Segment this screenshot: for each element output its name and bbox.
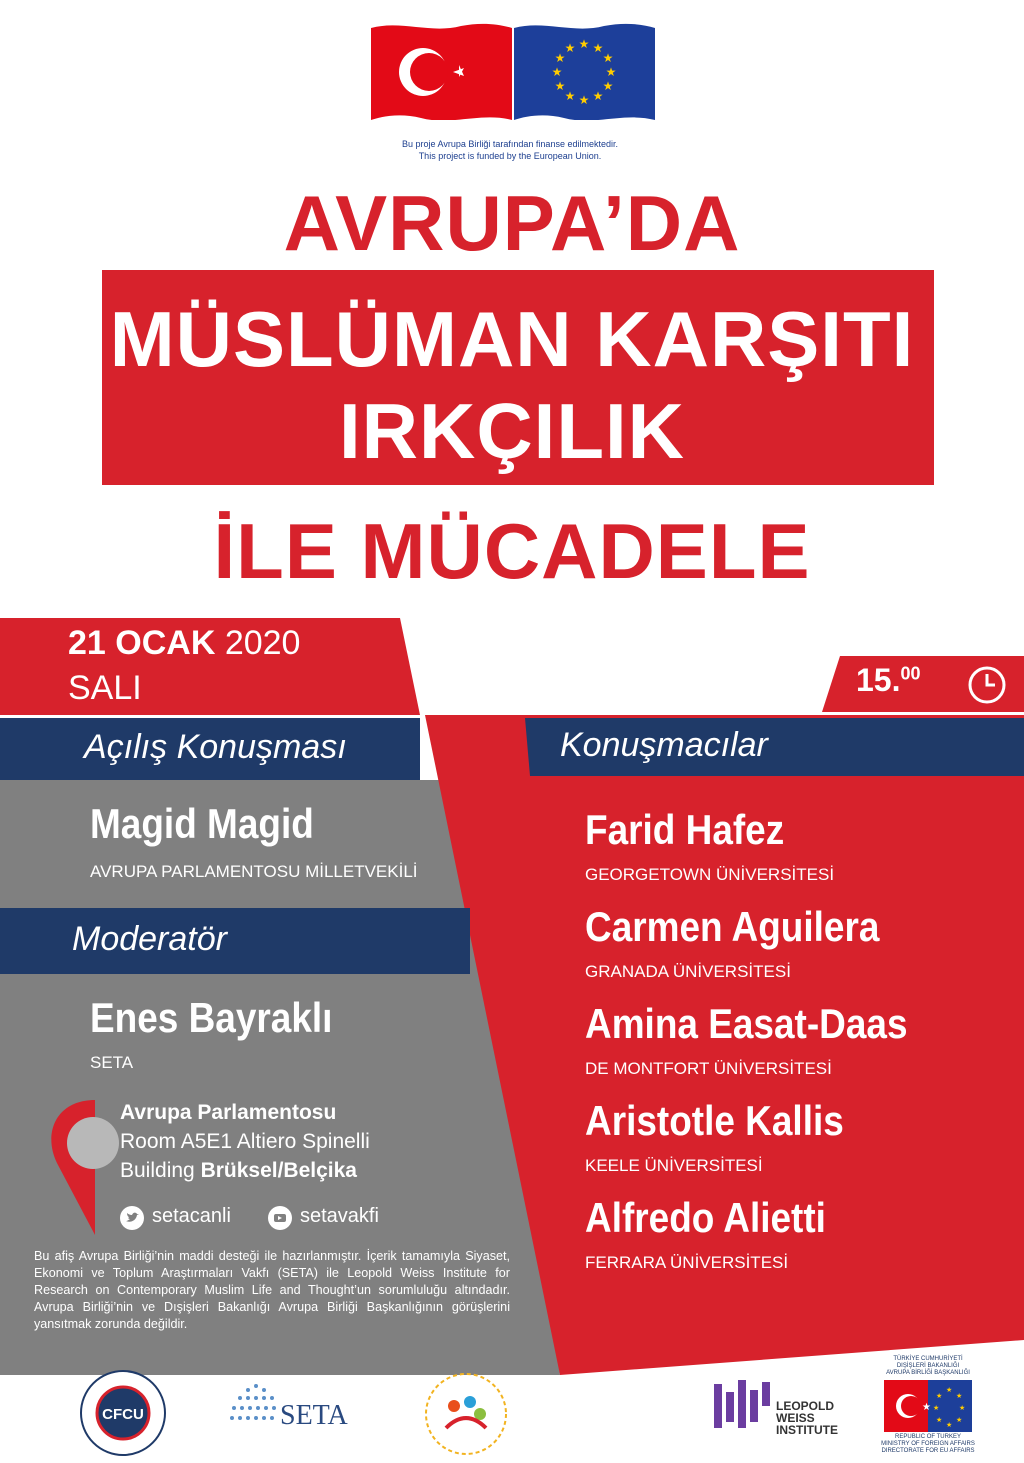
opening-speaker-name: Magid Magid (90, 800, 314, 847)
svg-text:★: ★ (551, 65, 563, 79)
clock-icon (966, 664, 1008, 706)
speaker-name: Aristotle Kallis (585, 1097, 844, 1144)
turkish-flag-icon (371, 20, 512, 120)
event-time-minutes: 00 (900, 663, 921, 684)
mfa-top-line2: DIŞİŞLERİ BAKANLIĞI (896, 1363, 960, 1369)
speaker-name: Alfredo Alietti (585, 1194, 826, 1241)
twitter-icon (120, 1206, 144, 1230)
event-time-hour: 15. (856, 662, 901, 698)
weiss-text: WEISS (776, 1411, 815, 1425)
seta-logo-text: SETA (280, 1400, 348, 1431)
svg-text:★: ★ (564, 89, 576, 103)
svg-text:★: ★ (602, 51, 614, 65)
leopold-weiss-logo (776, 1400, 838, 1436)
mfa-top-line3: AVRUPA BİRLİĞİ BAŞKANLIĞI (886, 1370, 970, 1376)
mfa-top-line1: TÜRKİYE CUMHURİYETİ (893, 1356, 963, 1362)
svg-text:★: ★ (578, 93, 590, 107)
eu-flag-icon (514, 20, 655, 120)
event-date-bold: 21 OCAK (68, 624, 216, 662)
mfa-logo-bottom (880, 1434, 976, 1455)
moderator-heading: Moderatör (72, 920, 227, 958)
opening-heading: Açılış Konuşması (84, 728, 347, 766)
svg-text:★: ★ (554, 51, 566, 65)
moderator-affiliation: SETA (90, 1053, 134, 1072)
svg-text:★: ★ (922, 1402, 931, 1413)
svg-text:★: ★ (602, 79, 614, 93)
svg-text:★: ★ (956, 1392, 963, 1400)
mfa-bot-line1: REPUBLIC OF TURKEY (895, 1434, 961, 1440)
eu-note-en: This project is funded by the European Union. (418, 151, 602, 161)
seta-globe-icon (226, 1378, 286, 1428)
cfcu-logo (78, 1368, 168, 1458)
svg-text:★: ★ (564, 41, 576, 55)
svg-text:★: ★ (554, 79, 566, 93)
mfa-logo-top (880, 1356, 976, 1377)
venue-room: Room A5E1 Altiero Spinelli (120, 1130, 370, 1153)
youtube-icon (268, 1206, 292, 1230)
disclaimer: Bu afiş Avrupa Birliği’nin maddi desteği ile hazırlanmıştır. İçerik tamamıyla Siyaset, Ekonomi ve Toplum Araştırmaları Vakfı (SETA) ile Leopold Weiss Institute for Research on Contemporary Muslim Life and Thought’un sorumluluğu altındadır. Avrupa Birliği’nin ve Dışişleri Bakanlığı Avrupa Birliği Başkanlığının görüşlerini yansıtmak zorunda değildir. (34, 1249, 510, 1331)
venue-city (120, 1156, 370, 1185)
svg-text:★: ★ (933, 1404, 940, 1412)
venue-location: Brüksel/Belçika (200, 1159, 357, 1182)
cfcu-logo-text: CFCU (102, 1406, 144, 1423)
event-time (856, 662, 921, 699)
svg-text:★: ★ (956, 1416, 963, 1424)
speaker-name: Amina Easat-Daas (585, 1000, 908, 1047)
title-line-2: MÜSLÜMAN KARŞITI (109, 295, 915, 383)
leopold-text: LEOPOLD (776, 1399, 835, 1413)
eu-funding-note (330, 138, 690, 162)
speaker-affiliation: GRANADA ÜNİVERSİTESİ (585, 962, 791, 981)
svg-text:★: ★ (946, 1421, 953, 1429)
mfa-bot-line2: MINISTRY OF FOREIGN AFFAIRS (881, 1441, 975, 1447)
event-date (68, 622, 300, 664)
title-line-1: AVRUPA’DA (283, 179, 741, 267)
speaker-affiliation: GEORGETOWN ÜNİVERSİTESİ (585, 865, 835, 884)
venue-name: Avrupa Parlamentosu (120, 1101, 337, 1124)
institute-text: INSTITUTE (776, 1423, 838, 1437)
opening-speaker-affiliation: AVRUPA PARLAMENTOSU MİLLETVEKİLİ (90, 862, 418, 881)
svg-text:★: ★ (946, 1386, 953, 1394)
speaker-name: Farid Hafez (585, 806, 785, 853)
civil-dialogue-logo (418, 1368, 514, 1460)
svg-text:★: ★ (592, 41, 604, 55)
moderator-bar (0, 908, 470, 974)
speaker-name: Carmen Aguilera (585, 903, 880, 950)
venue (120, 1098, 370, 1185)
moderator-name: Enes Bayraklı (90, 994, 333, 1041)
speaker-affiliation: FERRARA ÜNİVERSİTESİ (585, 1253, 789, 1272)
svg-text:★: ★ (936, 1392, 943, 1400)
speaker-affiliation: DE MONTFORT ÜNİVERSİTESİ (585, 1059, 832, 1078)
svg-text:★: ★ (959, 1404, 966, 1412)
speaker-affiliation: KEELE ÜNİVERSİTESİ (585, 1156, 763, 1175)
speakers-heading: Konuşmacılar (560, 726, 768, 764)
svg-text:★: ★ (578, 37, 590, 51)
venue-building: Building (120, 1159, 201, 1182)
event-day: SALI (68, 669, 142, 707)
leopold-weiss-icon (712, 1378, 772, 1434)
title-line-3: IRKÇILIK (339, 387, 685, 475)
title-line-4: İLE MÜCADELE (213, 507, 811, 595)
mfa-bot-line3: DIRECTORATE FOR EU AFFAIRS (881, 1448, 975, 1454)
mfa-flags-icon (884, 1380, 972, 1432)
event-year: 2020 (224, 624, 301, 662)
youtube-handle[interactable]: setavakfi (300, 1205, 379, 1227)
svg-text:★: ★ (936, 1416, 943, 1424)
twitter-handle[interactable]: setacanli (152, 1205, 231, 1227)
svg-text:★: ★ (592, 89, 604, 103)
svg-text:★: ★ (605, 65, 617, 79)
eu-note-tr: Bu proje Avrupa Birliği tarafından finanse edilmektedir. (402, 139, 618, 149)
